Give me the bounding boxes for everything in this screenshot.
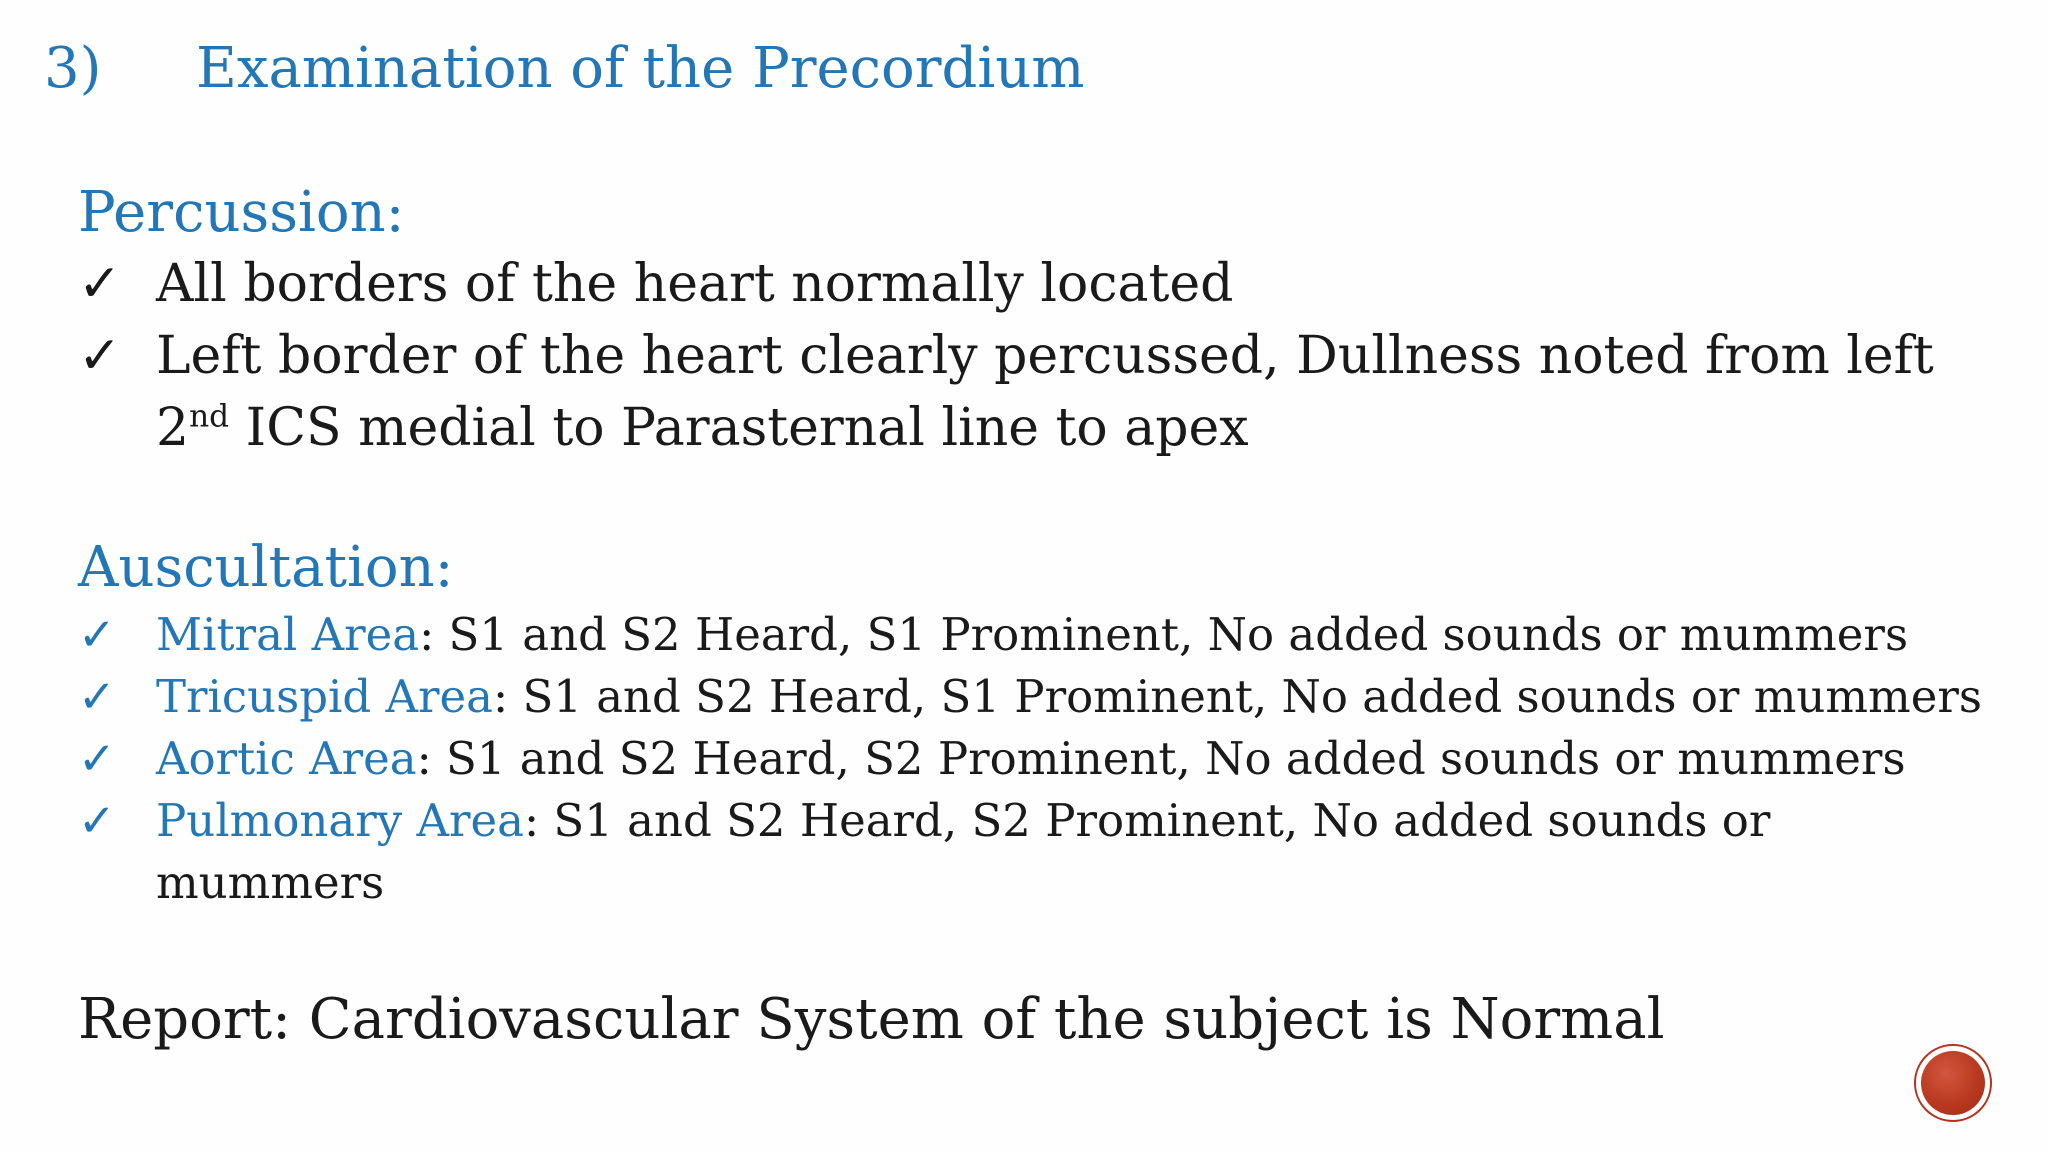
- auscultation-heading: Auscultation:: [78, 535, 454, 600]
- area-finding: : S1 and S2 Heard, S1 Prominent, No added sounds or mummers: [492, 670, 1982, 723]
- line2-rest: ICS medial to Parasternal line to apex: [229, 398, 1249, 458]
- ordinal-suffix: nd: [189, 398, 230, 435]
- area-finding: : S1 and S2 Heard, S1 Prominent, No added sounds or mummers: [419, 608, 1909, 661]
- percussion-item-2-line1: Left border of the heart clearly percussed, Dullness noted from left: [156, 326, 1934, 386]
- area-label: Mitral Area: [156, 608, 420, 661]
- percussion-item-1-text: All borders of the heart normally located: [156, 254, 1234, 314]
- auscultation-item-text: [156, 666, 1982, 728]
- report-text: Report: Cardiovascular System of the subject is Normal: [78, 987, 1665, 1052]
- checkmark-icon: ✓: [78, 794, 116, 847]
- area-finding-continued: mummers: [156, 856, 385, 909]
- ordinal-number: 2: [156, 398, 190, 458]
- area-finding: : S1 and S2 Heard, S2 Prominent, No added sounds or: [523, 794, 1771, 847]
- checkmark-icon: ✓: [78, 608, 116, 661]
- title-text: Examination of the Precordium: [196, 36, 1085, 101]
- title-number: 3): [44, 36, 102, 101]
- percussion-heading: Percussion:: [78, 180, 405, 245]
- percussion-item-2-line2: [156, 392, 1249, 464]
- checkmark-icon: ✓: [78, 326, 122, 386]
- checkmark-icon: ✓: [78, 732, 116, 785]
- area-label: Aortic Area: [156, 732, 417, 785]
- area-label: Pulmonary Area: [156, 794, 524, 847]
- checkmark-icon: ✓: [78, 254, 122, 314]
- auscultation-item-text: [156, 728, 1906, 790]
- nav-button-icon: [1921, 1051, 1985, 1115]
- area-finding: : S1 and S2 Heard, S2 Prominent, No added sounds or mummers: [416, 732, 1906, 785]
- auscultation-item-text: [156, 790, 1770, 852]
- area-label: Tricuspid Area: [156, 670, 493, 723]
- circle-nav-button[interactable]: [1914, 1044, 1992, 1122]
- checkmark-icon: ✓: [78, 670, 116, 723]
- auscultation-item-text: [156, 604, 1908, 666]
